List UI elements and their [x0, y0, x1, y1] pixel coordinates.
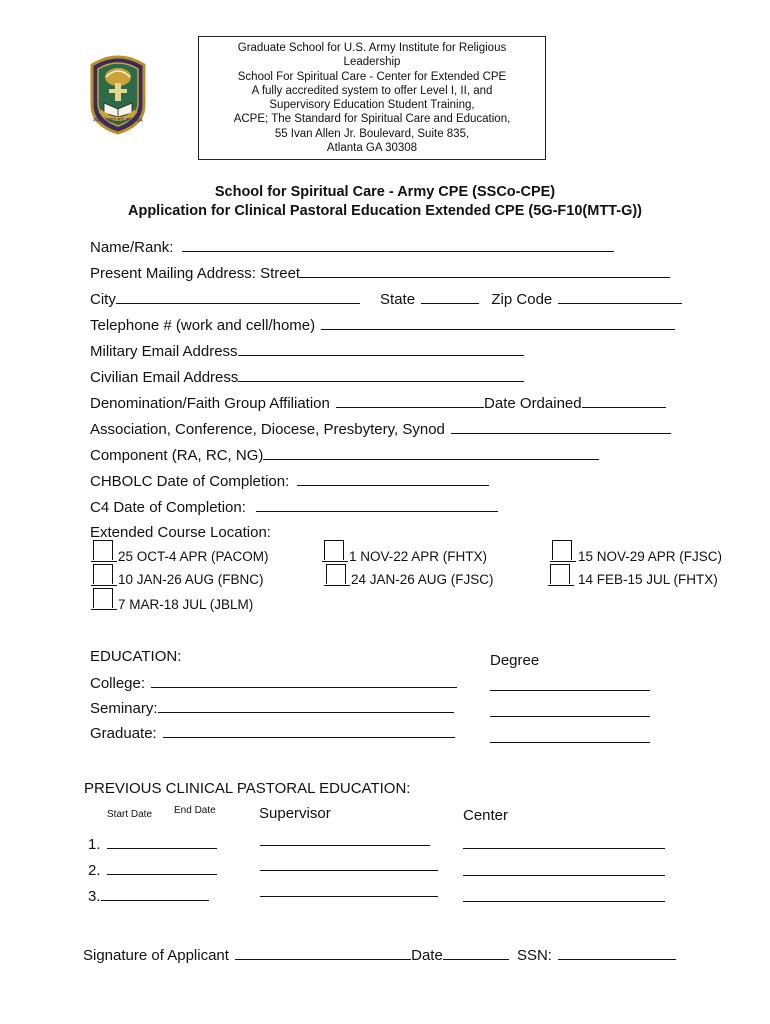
- college-row: [90, 674, 457, 692]
- c4-row: [90, 498, 498, 516]
- telephone-input[interactable]: [321, 316, 675, 330]
- cpe-center-input[interactable]: [463, 848, 665, 849]
- header-line: School For Spiritual Care - Center for Extended CPE: [237, 70, 507, 83]
- military-email-row: [90, 342, 524, 360]
- college-degree-input[interactable]: [490, 690, 650, 691]
- seminary-row: [90, 699, 454, 717]
- course-checkbox-fhtx-feb[interactable]: [550, 564, 570, 584]
- state-input[interactable]: [421, 290, 479, 304]
- start-date-heading: Start Date: [107, 809, 153, 820]
- college-input[interactable]: [151, 674, 457, 688]
- denomination-input[interactable]: [336, 394, 484, 408]
- form-subtitle: Application for Clinical Pastoral Education Extended CPE (5G-F10(MTT-G)): [128, 203, 642, 219]
- component-input[interactable]: [263, 446, 599, 460]
- cpe-row-1: [88, 835, 217, 853]
- course-option-label: 25 OCT-4 APR (PACOM): [118, 549, 269, 564]
- header-line: Graduate School for U.S. Army Institute for Religious: [237, 42, 507, 54]
- chbolc-row: [90, 472, 489, 490]
- chaplain-corps-seal-logo: [86, 47, 150, 135]
- date-input[interactable]: [443, 946, 509, 960]
- telephone-row: [90, 316, 675, 334]
- signature-label: Signature of Applicant: [83, 947, 229, 964]
- course-checkbox-jblm[interactable]: [93, 588, 113, 608]
- ssn-input[interactable]: [558, 946, 676, 960]
- course-location-label: Extended Course Location:: [90, 524, 271, 541]
- association-label: Association, Conference, Diocese, Presbytery, Synod: [90, 421, 445, 438]
- association-input[interactable]: [451, 420, 671, 434]
- graduate-row: [90, 724, 455, 742]
- graduate-input[interactable]: [163, 724, 455, 738]
- svg-text:PRO DEO ET PATRIA: PRO DEO ET PATRIA: [93, 118, 143, 124]
- cpe-row-3: [88, 887, 209, 905]
- denomination-row: [90, 394, 666, 412]
- name-rank-input[interactable]: [182, 238, 614, 252]
- component-row: [90, 446, 599, 464]
- course-checkbox-pacom[interactable]: [93, 540, 113, 560]
- cpe-row-number: 1.: [88, 836, 101, 853]
- course-option-label: 15 NOV-29 APR (FJSC): [578, 549, 723, 564]
- seminary-degree-input[interactable]: [490, 716, 650, 717]
- course-checkbox-fjsc-nov[interactable]: [552, 540, 572, 560]
- cpe-center-input[interactable]: [463, 901, 665, 902]
- header-line: Atlanta GA 30308: [326, 142, 418, 155]
- end-date-heading: End Date: [174, 805, 216, 816]
- header-line: ACPE; The Standard for Spiritual Care and Education,: [233, 113, 511, 126]
- cpe-supervisor-input[interactable]: [260, 870, 438, 871]
- cpe-dates-input[interactable]: [107, 861, 217, 875]
- institution-header-box: [198, 36, 546, 160]
- date-ordained-input[interactable]: [582, 394, 666, 408]
- name-rank-label: Name/Rank:: [90, 239, 174, 256]
- component-label: Component (RA, RC, NG): [90, 447, 264, 464]
- zip-label: Zip Code: [491, 291, 553, 308]
- college-label: College:: [90, 675, 146, 692]
- education-heading: EDUCATION:: [90, 648, 182, 665]
- course-checkbox-fjsc-jan[interactable]: [326, 564, 346, 584]
- street-input[interactable]: [300, 264, 670, 278]
- course-option-label: 7 MAR-18 JUL (JBLM): [118, 597, 254, 612]
- telephone-label: Telephone # (work and cell/home): [90, 317, 316, 334]
- cpe-row-number: 3.: [88, 888, 101, 905]
- zip-input[interactable]: [558, 290, 682, 304]
- header-line: Supervisory Education Student Training,: [269, 99, 475, 112]
- military-email-input[interactable]: [238, 342, 524, 356]
- header-line: A fully accredited system to offer Level I, II, and: [251, 84, 493, 97]
- course-option-label: 10 JAN-26 AUG (FBNC): [118, 572, 264, 587]
- civilian-email-row: [90, 368, 524, 386]
- cpe-center-input[interactable]: [463, 875, 665, 876]
- seminary-input[interactable]: [158, 699, 454, 713]
- city-state-zip-row: [90, 290, 682, 308]
- cpe-supervisor-input[interactable]: [260, 896, 438, 897]
- signature-input[interactable]: [235, 946, 411, 960]
- city-input[interactable]: [116, 290, 360, 304]
- course-option-label: 24 JAN-26 AUG (FJSC): [351, 572, 494, 587]
- ssn-label: SSN:: [516, 947, 552, 964]
- course-checkbox-fhtx-nov[interactable]: [324, 540, 344, 560]
- street-label: Present Mailing Address: Street: [90, 265, 301, 282]
- cpe-dates-input[interactable]: [107, 835, 217, 849]
- state-label: State: [380, 291, 416, 308]
- date-label: Date: [411, 947, 443, 964]
- military-email-label: Military Email Address: [90, 343, 238, 360]
- cpe-row-number: 2.: [88, 862, 101, 879]
- header-line: Leadership: [343, 56, 401, 69]
- degree-heading: Degree: [490, 652, 540, 669]
- signature-row: [83, 946, 676, 964]
- course-checkbox-fbnc[interactable]: [93, 564, 113, 584]
- city-label: City: [90, 291, 116, 308]
- civilian-email-input[interactable]: [238, 368, 524, 382]
- association-row: [90, 420, 671, 438]
- graduate-label: Graduate:: [90, 725, 157, 742]
- center-heading: Center: [463, 807, 509, 824]
- course-option-label: 1 NOV-22 APR (FHTX): [349, 549, 488, 564]
- chbolc-label: CHBOLC Date of Completion:: [90, 473, 290, 490]
- form-title: School for Spiritual Care - Army CPE (SSCo-CPE): [214, 184, 556, 200]
- cpe-row-2: [88, 861, 217, 879]
- previous-cpe-heading: PREVIOUS CLINICAL PASTORAL EDUCATION:: [84, 780, 411, 797]
- chbolc-input[interactable]: [297, 472, 489, 486]
- denomination-label: Denomination/Faith Group Affiliation: [90, 395, 330, 412]
- c4-input[interactable]: [256, 498, 498, 512]
- header-line: 55 Ivan Allen Jr. Boulevard, Suite 835,: [274, 127, 470, 140]
- cpe-dates-input[interactable]: [101, 887, 209, 901]
- name-rank-row: [90, 238, 614, 256]
- cpe-supervisor-input[interactable]: [260, 845, 430, 846]
- date-ordained-label: Date Ordained: [484, 395, 582, 412]
- civilian-email-label: Civilian Email Address: [90, 369, 239, 386]
- seminary-label: Seminary:: [90, 700, 158, 717]
- graduate-degree-input[interactable]: [490, 742, 650, 743]
- c4-label: C4 Date of Completion:: [90, 499, 246, 516]
- course-option-label: 14 FEB-15 JUL (FHTX): [578, 572, 718, 587]
- street-row: [90, 264, 670, 282]
- supervisor-heading: Supervisor: [259, 805, 331, 822]
